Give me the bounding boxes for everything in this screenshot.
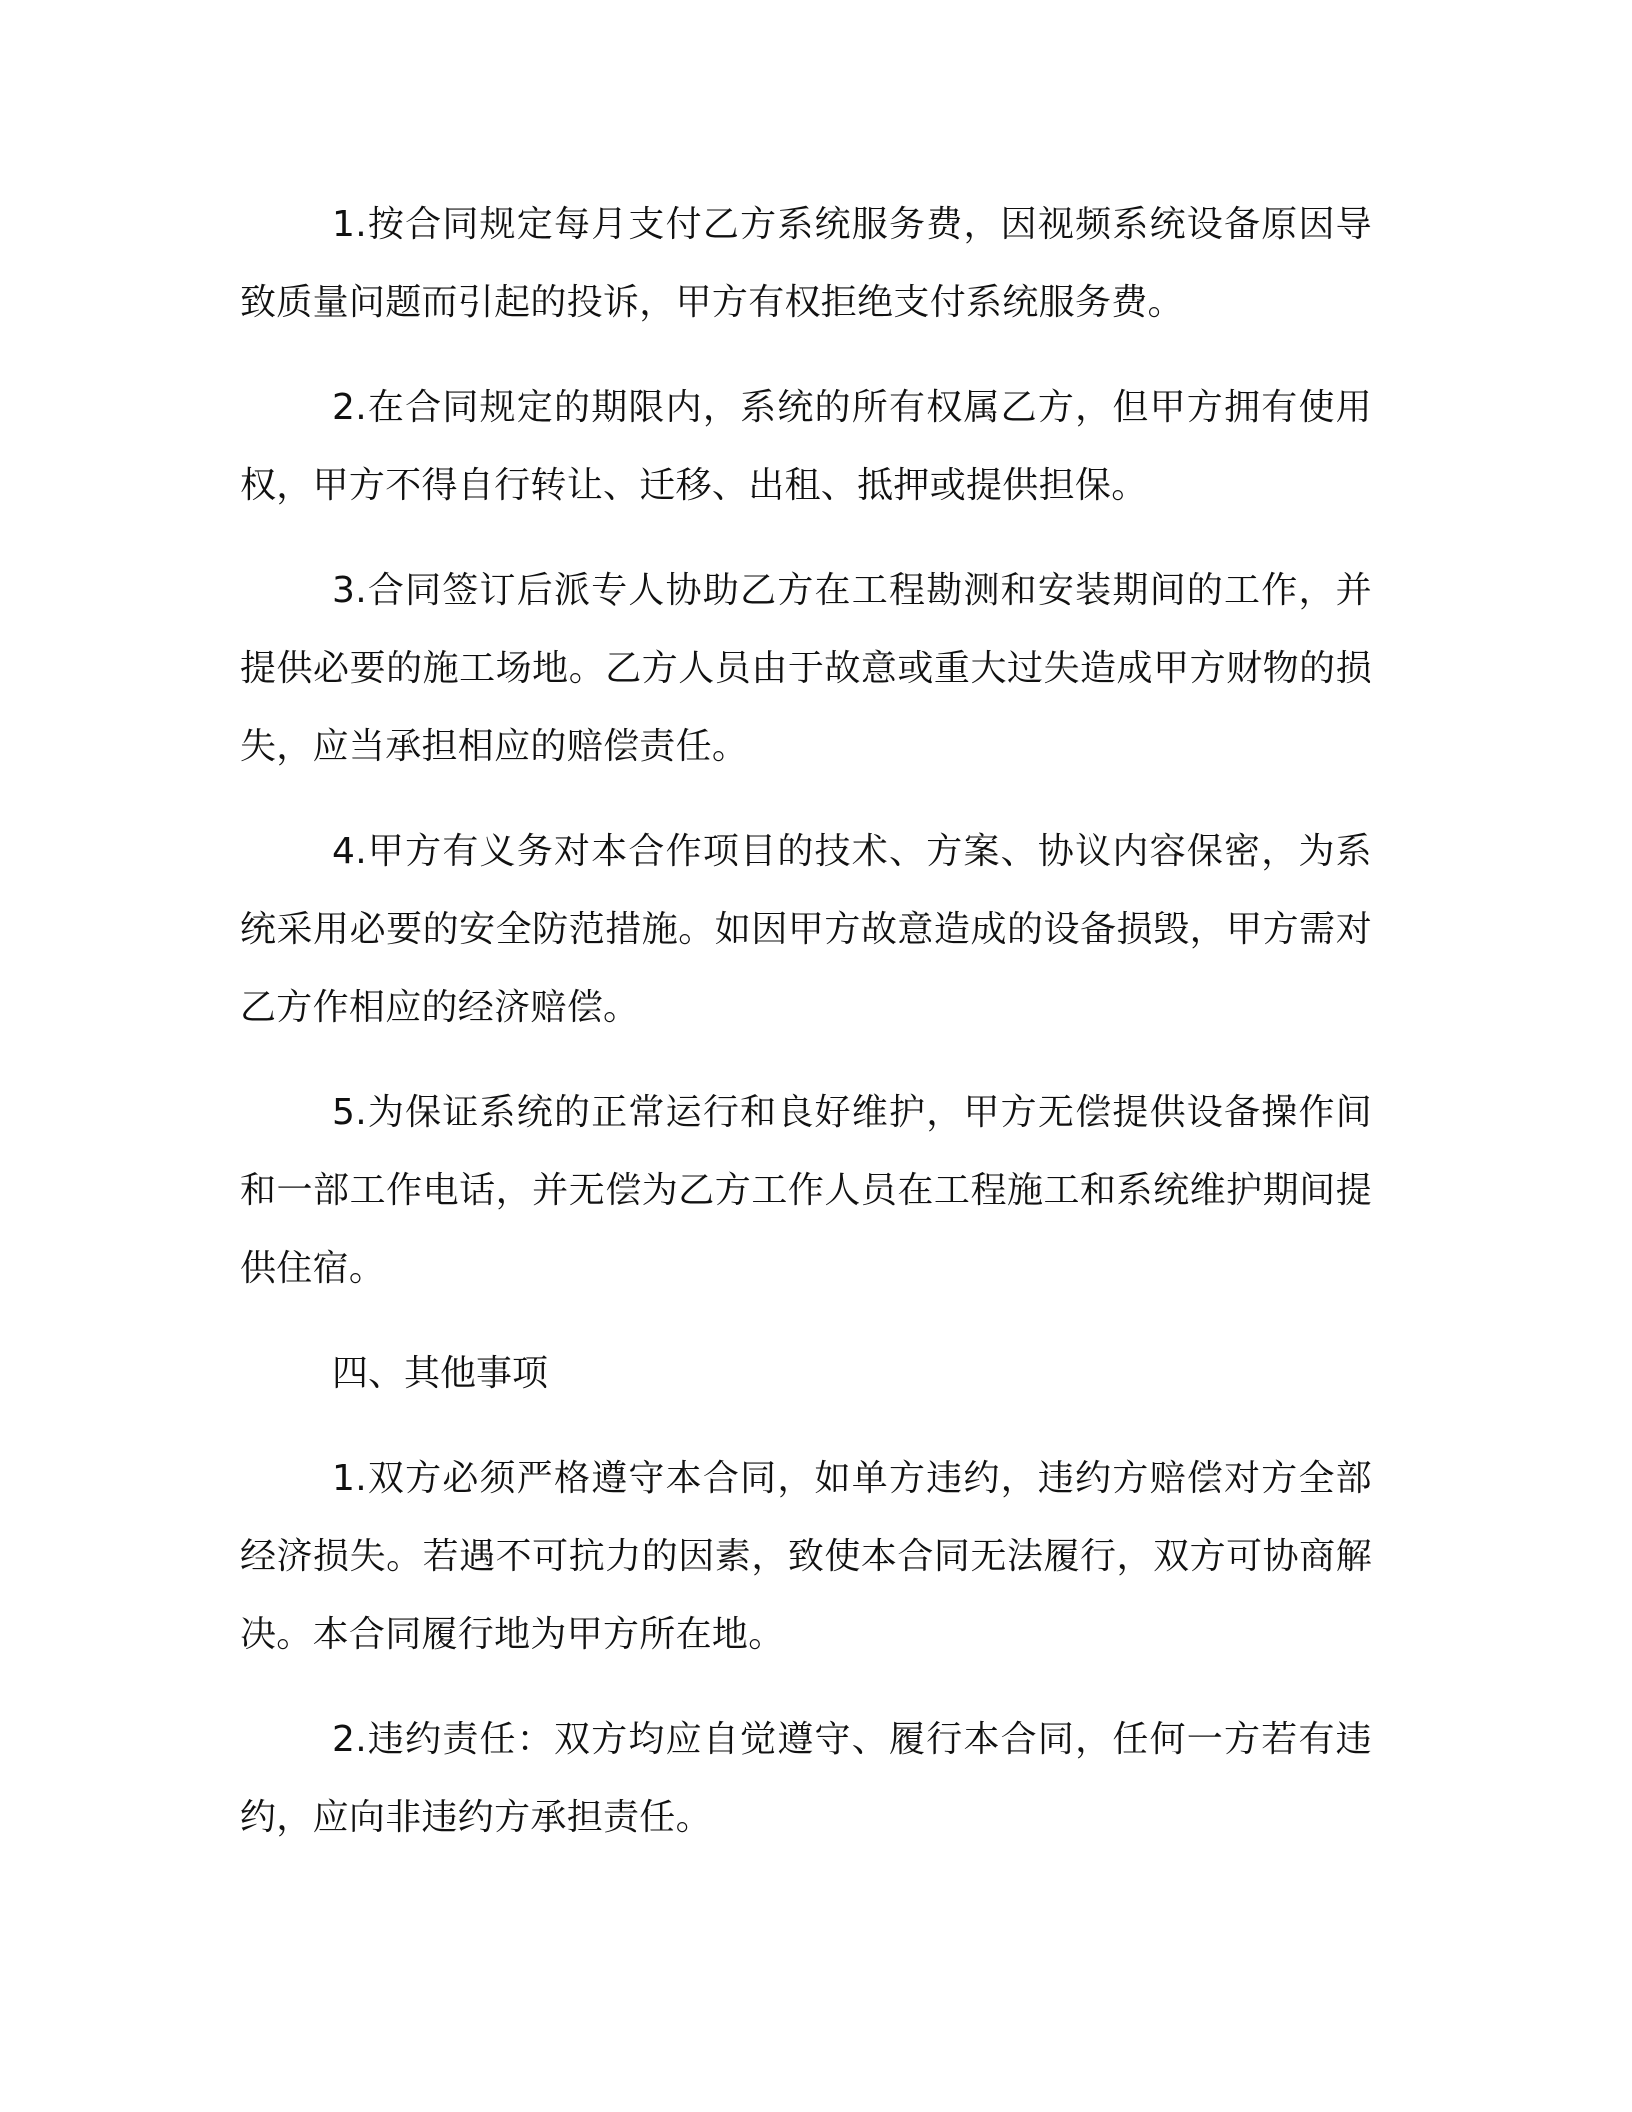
document-body xyxy=(240,186,1372,1884)
clause-2: 2.在合同规定的期限内，系统的所有权属乙方，但甲方拥有使用权，甲方不得自行转让、迁移、出租、抵押或提供担保。 xyxy=(240,387,1372,506)
clause-5: 5.为保证系统的正常运行和良好维护，甲方无偿提供设备操作间和一部工作电话，并无偿为乙方工作人员在工程施工和系统维护期间提供住宿。 xyxy=(240,1092,1372,1289)
section-heading: 四、其他事项 xyxy=(332,1353,549,1394)
clause-4: 4.甲方有义务对本合作项目的技术、方案、协议内容保密，为系统采用必要的安全防范措施。如因甲方故意造成的设备损毁，甲方需对乙方作相应的经济赔偿。 xyxy=(240,831,1372,1028)
other-clause-2: 2.违约责任：双方均应自觉遵守、履行本合同，任何一方若有违约，应向非违约方承担责任。 xyxy=(240,1719,1372,1838)
other-clause-1: 1.双方必须严格遵守本合同，如单方违约，违约方赔偿对方全部经济损失。若遇不可抗力的因素，致使本合同无法履行，双方可协商解决。本合同履行地为甲方所在地。 xyxy=(240,1458,1372,1655)
clause-1: 1.按合同规定每月支付乙方系统服务费，因视频系统设备原因导致质量问题而引起的投诉，甲方有权拒绝支付系统服务费。 xyxy=(240,204,1372,323)
clause-3: 3.合同签订后派专人协助乙方在工程勘测和安装期间的工作，并提供必要的施工场地。乙方人员由于故意或重大过失造成甲方财物的损失，应当承担相应的赔偿责任。 xyxy=(240,570,1372,767)
